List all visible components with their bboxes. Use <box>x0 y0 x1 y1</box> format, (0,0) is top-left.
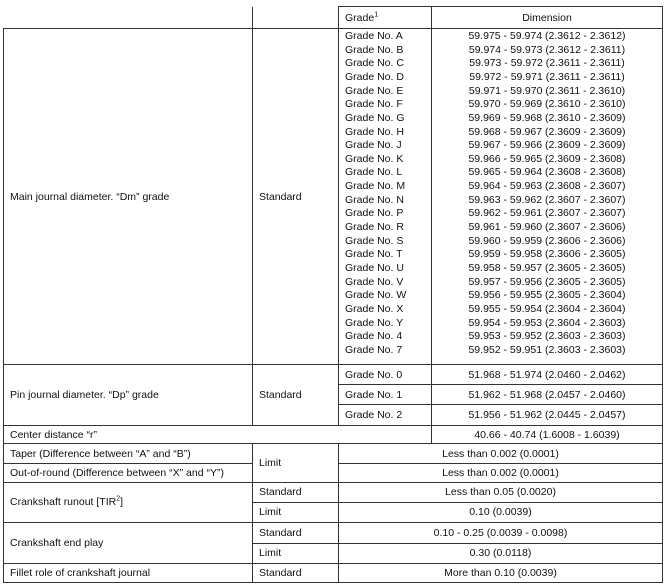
pin-journal-label: Pin journal diameter. “Dp” grade <box>4 365 253 426</box>
main-dimension-item: 59.956 - 59.955 (2.3605 - 2.3604) <box>468 289 626 302</box>
main-dimension-item: 59.967 - 59.966 (2.3609 - 2.3609) <box>468 139 626 152</box>
main-dimension-item: 59.968 - 59.967 (2.3609 - 2.3609) <box>468 125 626 138</box>
runout-label: Crankshaft runout [TIR$^2$] <box>4 482 253 522</box>
fillet-row <box>4 563 663 582</box>
pin-dim-1: 51.962 - 51.968 (2.0457 - 2.0460) <box>432 385 663 405</box>
main-grade-item: Grade No. R <box>345 221 404 234</box>
main-grade-item: Grade No. A <box>345 30 403 43</box>
main-dimension-item: 59.952 - 59.951 (2.3603 - 2.3603) <box>468 343 626 356</box>
taper-label: Taper (Difference between “A” and “B”) <box>4 444 253 463</box>
main-dimension-item: 59.961 - 59.960 (2.3607 - 2.3606) <box>468 221 626 234</box>
pin-grade-2: Grade No. 2 <box>339 405 432 426</box>
main-dimension-item: 59.957 - 59.956 (2.3605 - 2.3605) <box>468 275 626 288</box>
runout-standard-row <box>4 482 663 502</box>
main-journal-grade-list <box>339 29 432 365</box>
main-grade-item: Grade No. G <box>345 111 405 124</box>
main-dimension-item: 59.970 - 59.969 (2.3610 - 2.3610) <box>468 98 626 111</box>
main-grade-item: Grade No. M <box>345 180 406 193</box>
main-dimension-item: 59.969 - 59.968 (2.3610 - 2.3609) <box>468 111 626 124</box>
main-dimension-item: 59.960 - 59.959 (2.3606 - 2.3606) <box>468 234 626 247</box>
main-grade-item: Grade No. B <box>345 43 404 56</box>
main-dimension-item: 59.959 - 59.958 (2.3606 - 2.3605) <box>468 248 626 261</box>
main-grade-item: Grade No. U <box>345 261 404 274</box>
main-grade-item: Grade No. L <box>345 166 403 179</box>
main-journal-dimension-list <box>432 29 663 365</box>
fillet-value: More than 0.10 (0.0039) <box>339 563 663 582</box>
end-play-limit-value: 0.30 (0.0118) <box>339 543 663 563</box>
main-grade-item: Grade No. W <box>345 289 407 302</box>
end-play-standard-label: Standard <box>253 522 339 543</box>
out-of-round-label: Out-of-round (Difference between “X” and “Y”) <box>4 463 253 482</box>
main-journal-row <box>4 29 663 365</box>
main-grade-item: Grade No. J <box>345 139 402 152</box>
main-dimension-item: 59.964 - 59.963 (2.3608 - 2.3607) <box>468 180 626 193</box>
runout-standard-value: Less than 0.05 (0.0020) <box>339 482 663 502</box>
taper-row <box>4 444 663 463</box>
pin-grade-1: Grade No. 1 <box>339 385 432 405</box>
main-dimension-item: 59.966 - 59.965 (2.3609 - 2.3608) <box>468 152 626 165</box>
main-dimension-item: 59.965 - 59.964 (2.3608 - 2.3608) <box>468 166 626 179</box>
main-dimension-item: 59.954 - 59.953 (2.3604 - 2.3603) <box>468 316 626 329</box>
main-grade-item: Grade No. 4 <box>345 330 403 343</box>
header-row <box>4 7 663 29</box>
main-grade-item: Grade No. H <box>345 125 404 138</box>
fillet-label: Fillet role of crankshaft journal <box>4 563 253 582</box>
main-grade-item: Grade No. C <box>345 57 404 70</box>
main-grade-item: Grade No. S <box>345 234 404 247</box>
runout-standard-label: Standard <box>253 482 339 502</box>
main-grade-item: Grade No. T <box>345 248 403 261</box>
crankshaft-spec-table <box>3 6 663 583</box>
runout-limit-label: Limit <box>253 502 339 522</box>
main-grade-item: Grade No. N <box>345 193 404 206</box>
main-dimension-item: 59.958 - 59.957 (2.3605 - 2.3605) <box>468 261 626 274</box>
taper-out-of-round-class: Limit <box>253 444 339 482</box>
pin-grade-0: Grade No. 0 <box>339 365 432 385</box>
main-journal-label: Main journal diameter. “Dm” grade <box>4 29 253 365</box>
main-dimension-item: 59.972 - 59.971 (2.3611 - 2.3611) <box>469 70 625 83</box>
main-grade-item: Grade No. P <box>345 207 404 220</box>
main-dimension-item: 59.973 - 59.972 (2.3611 - 2.3611) <box>469 57 625 70</box>
pin-journal-row <box>4 365 663 385</box>
main-grade-item: Grade No. Y <box>345 316 404 329</box>
main-grade-item: Grade No. E <box>345 84 404 97</box>
fillet-class: Standard <box>253 563 339 582</box>
main-dimension-item: 59.953 - 59.952 (2.3603 - 2.3603) <box>468 330 626 343</box>
main-grade-item: Grade No. V <box>345 275 404 288</box>
main-grade-item: Grade No. X <box>345 302 404 315</box>
end-play-label: Crankshaft end play <box>4 522 253 563</box>
main-grade-item: Grade No. D <box>345 70 404 83</box>
main-dimension-item: 59.975 - 59.974 (2.3612 - 2.3612) <box>468 30 626 43</box>
main-grade-item: Grade No. F <box>345 98 403 111</box>
end-play-standard-value: 0.10 - 0.25 (0.0039 - 0.0098) <box>339 522 663 543</box>
taper-value: Less than 0.002 (0.0001) <box>339 444 663 463</box>
main-grade-item: Grade No. 7 <box>345 343 403 356</box>
pin-dim-2: 51.956 - 51.962 (2.0445 - 2.0457) <box>432 405 663 426</box>
center-distance-row <box>4 426 663 444</box>
main-dimension-item: 59.971 - 59.970 (2.3611 - 2.3610) <box>468 84 626 97</box>
end-play-limit-label: Limit <box>253 543 339 563</box>
out-of-round-value: Less than 0.002 (0.0001) <box>339 463 663 482</box>
dimension-header: Dimension <box>432 7 663 29</box>
main-dimension-item: 59.955 - 59.954 (2.3604 - 2.3604) <box>468 302 626 315</box>
runout-limit-value: 0.10 (0.0039) <box>339 502 663 522</box>
main-dimension-item: 59.962 - 59.961 (2.3607 - 2.3607) <box>468 207 626 220</box>
main-dimension-item: 59.974 - 59.973 (2.3612 - 2.3611) <box>468 43 626 56</box>
main-dimension-item: 59.963 - 59.962 (2.3607 - 2.3607) <box>468 193 626 206</box>
end-play-standard-row <box>4 522 663 543</box>
center-distance-label: Center distance “r” <box>4 426 432 444</box>
main-journal-class: Standard <box>253 29 339 365</box>
main-grade-item: Grade No. K <box>345 152 404 165</box>
pin-dim-0: 51.968 - 51.974 (2.0460 - 2.0462) <box>432 365 663 385</box>
pin-journal-class: Standard <box>253 365 339 426</box>
center-distance-value: 40.66 - 40.74 (1.6008 - 1.6039) <box>432 426 663 444</box>
grade-header: Grade$^1$ <box>339 7 432 29</box>
